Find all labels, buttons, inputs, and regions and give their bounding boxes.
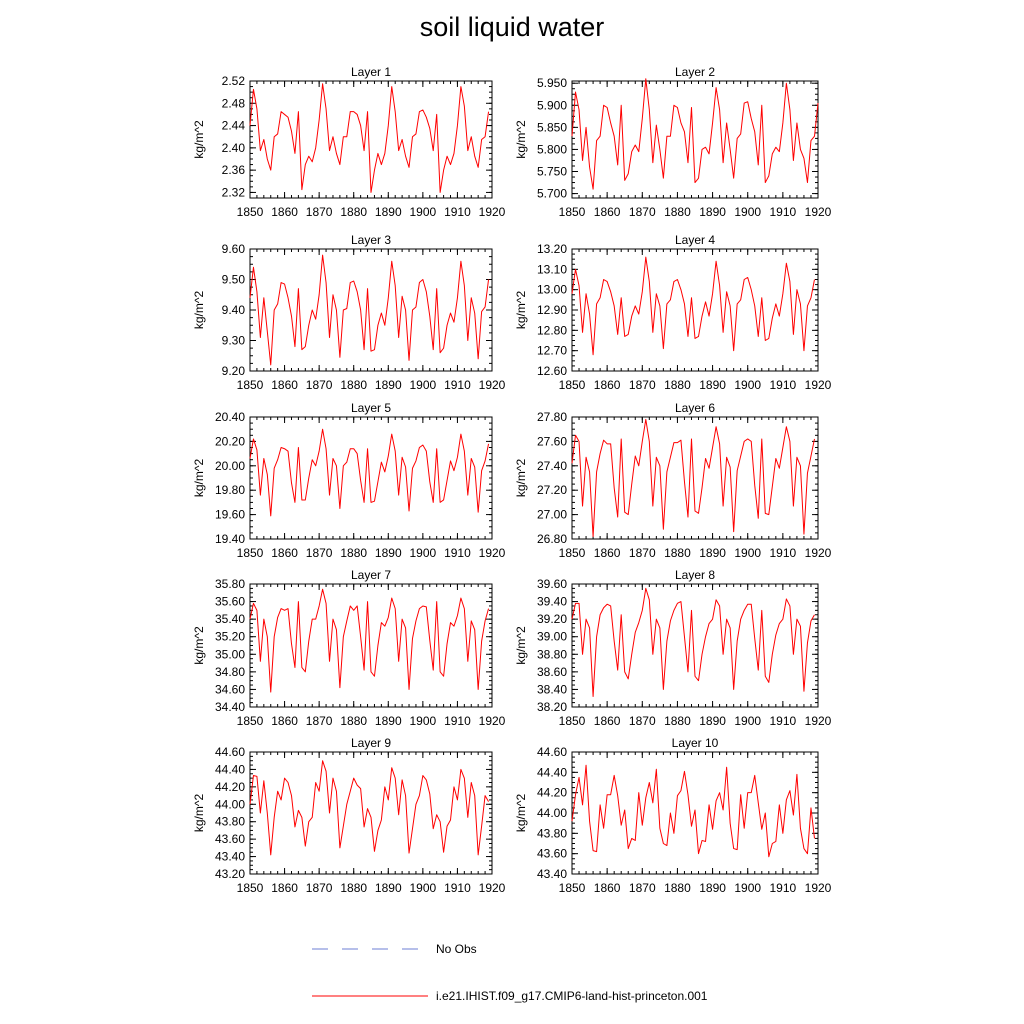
x-tick-label: 1880 — [664, 714, 691, 728]
x-tick-label: 1880 — [340, 881, 368, 895]
y-tick-label: 2.52 — [221, 74, 245, 88]
y-tick-label: 5.750 — [536, 164, 567, 179]
x-tick-label: 1920 — [478, 546, 506, 560]
x-tick-label: 1910 — [769, 205, 797, 219]
x-tick-label: 1850 — [236, 205, 264, 219]
x-tick-label: 1920 — [804, 714, 832, 728]
x-tick-label: 1850 — [236, 378, 264, 392]
x-tick-label: 1920 — [804, 378, 832, 392]
panel-title: Layer 1 — [350, 65, 392, 79]
plot-frame — [572, 249, 818, 371]
y-axis-label: kg/m^2 — [192, 458, 206, 498]
y-tick-label: 12.70 — [536, 343, 567, 358]
y-axis-label: kg/m^2 — [192, 626, 206, 665]
y-tick-label: 35.80 — [214, 577, 245, 591]
x-tick-label: 1920 — [804, 881, 832, 895]
y-axis-label: kg/m^2 — [514, 290, 528, 330]
x-tick-label: 1910 — [769, 714, 797, 728]
x-tick-label: 1850 — [236, 546, 264, 560]
y-tick-label: 20.00 — [214, 458, 245, 473]
plot-frame — [250, 752, 492, 874]
series-line — [572, 257, 814, 355]
y-tick-label: 43.80 — [536, 826, 567, 841]
y-tick-label: 12.80 — [536, 323, 567, 338]
y-tick-label: 2.48 — [221, 96, 245, 111]
y-axis-label: kg/m^2 — [192, 793, 206, 833]
legend-model-label: i.e21.IHIST.f09_g17.CMIP6-land-hist-princeton.001 — [436, 989, 708, 1003]
panel-3 — [192, 233, 506, 392]
x-tick-label: 1920 — [478, 714, 506, 728]
y-tick-label: 2.36 — [221, 163, 245, 178]
x-tick-label: 1890 — [374, 205, 402, 219]
y-tick-label: 5.850 — [536, 120, 567, 135]
y-tick-label: 43.40 — [536, 867, 567, 881]
x-tick-label: 1860 — [271, 714, 298, 728]
panel-title: Layer 3 — [350, 233, 392, 247]
x-tick-label: 1890 — [374, 378, 402, 392]
y-tick-label: 12.90 — [536, 303, 567, 317]
y-tick-label: 5.700 — [536, 186, 567, 201]
y-tick-label: 13.20 — [536, 242, 567, 256]
panel-title: Layer 8 — [674, 568, 716, 582]
x-tick-label: 1880 — [340, 546, 368, 560]
y-tick-label: 34.40 — [214, 700, 245, 714]
x-tick-label: 1850 — [558, 205, 586, 219]
x-tick-label: 1870 — [628, 546, 656, 560]
x-tick-label: 1890 — [699, 714, 726, 728]
panel-title: Layer 6 — [674, 401, 716, 415]
y-tick-label: 43.20 — [214, 867, 245, 881]
panel-title: Layer 9 — [350, 736, 392, 750]
x-tick-label: 1890 — [699, 546, 726, 560]
x-tick-label: 1860 — [271, 546, 298, 560]
x-tick-label: 1870 — [628, 881, 656, 895]
y-tick-label: 35.40 — [214, 612, 245, 627]
y-tick-label: 44.20 — [536, 785, 567, 800]
panel-7 — [192, 568, 506, 728]
y-axis-label: kg/m^2 — [514, 120, 528, 159]
panel-title: Layer 10 — [671, 736, 719, 750]
y-axis-label: kg/m^2 — [192, 120, 206, 159]
series-line — [572, 588, 814, 696]
panel-4 — [514, 233, 832, 392]
x-tick-label: 1910 — [444, 205, 471, 219]
y-tick-label: 27.80 — [536, 410, 567, 424]
x-tick-label: 1900 — [409, 881, 437, 895]
x-tick-label: 1910 — [444, 714, 471, 728]
x-tick-label: 1860 — [593, 546, 621, 560]
x-tick-label: 1870 — [628, 378, 656, 392]
y-tick-label: 27.20 — [536, 483, 567, 498]
x-tick-label: 1900 — [409, 378, 437, 392]
series-line — [250, 761, 489, 855]
series-line — [250, 589, 489, 692]
y-tick-label: 13.00 — [536, 282, 567, 297]
plot-frame — [250, 584, 492, 707]
x-tick-label: 1890 — [699, 881, 726, 895]
x-tick-label: 1860 — [593, 205, 621, 219]
x-tick-label: 1850 — [236, 881, 264, 895]
y-tick-label: 2.44 — [221, 118, 245, 133]
y-axis-label: kg/m^2 — [192, 290, 206, 330]
x-tick-label: 1860 — [593, 881, 621, 895]
x-tick-label: 1900 — [409, 546, 437, 560]
y-tick-label: 43.80 — [214, 814, 245, 829]
y-tick-label: 5.800 — [536, 142, 567, 157]
series-line — [250, 255, 489, 365]
x-tick-label: 1860 — [593, 378, 621, 392]
y-tick-label: 43.40 — [214, 849, 245, 864]
x-tick-label: 1870 — [628, 205, 656, 219]
legend — [312, 942, 708, 1003]
x-tick-label: 1870 — [305, 378, 333, 392]
y-tick-label: 2.32 — [221, 185, 245, 200]
x-tick-label: 1920 — [478, 881, 506, 895]
y-axis-label: kg/m^2 — [514, 458, 528, 498]
panel-1 — [192, 65, 506, 219]
y-tick-label: 44.20 — [214, 779, 245, 794]
plot-frame — [572, 417, 818, 539]
x-tick-label: 1910 — [444, 378, 471, 392]
panel-title: Layer 5 — [350, 401, 392, 415]
y-tick-label: 9.20 — [221, 364, 245, 378]
x-tick-label: 1890 — [374, 546, 402, 560]
series-line — [250, 84, 489, 193]
x-tick-label: 1920 — [478, 378, 506, 392]
x-tick-label: 1880 — [664, 546, 691, 560]
panel-10 — [514, 736, 832, 895]
y-tick-label: 5.900 — [536, 98, 567, 113]
y-tick-label: 19.60 — [214, 507, 245, 522]
y-tick-label: 13.10 — [536, 262, 567, 277]
y-tick-label: 9.50 — [221, 272, 245, 287]
x-tick-label: 1910 — [769, 546, 797, 560]
y-tick-label: 19.80 — [214, 483, 245, 498]
y-tick-label: 27.40 — [536, 458, 567, 473]
x-tick-label: 1870 — [305, 881, 333, 895]
x-tick-label: 1880 — [340, 205, 368, 219]
y-tick-label: 12.60 — [536, 364, 567, 378]
y-tick-label: 39.60 — [536, 577, 567, 591]
y-tick-label: 27.00 — [536, 507, 567, 522]
y-tick-label: 38.20 — [536, 700, 567, 714]
x-tick-label: 1920 — [804, 205, 832, 219]
x-tick-label: 1860 — [271, 881, 298, 895]
x-tick-label: 1850 — [558, 546, 586, 560]
y-tick-label: 44.40 — [214, 762, 245, 777]
x-tick-label: 1910 — [444, 546, 471, 560]
x-tick-label: 1910 — [769, 881, 797, 895]
x-tick-label: 1850 — [558, 378, 586, 392]
x-tick-label: 1910 — [444, 881, 471, 895]
x-tick-label: 1860 — [593, 714, 621, 728]
y-tick-label: 43.60 — [214, 832, 245, 847]
y-tick-label: 44.00 — [536, 806, 567, 820]
x-tick-label: 1850 — [558, 714, 586, 728]
y-tick-label: 39.40 — [536, 594, 567, 609]
x-tick-label: 1870 — [305, 714, 333, 728]
y-tick-label: 44.00 — [214, 797, 245, 812]
x-tick-label: 1880 — [664, 205, 691, 219]
plot-frame — [250, 417, 492, 539]
x-tick-label: 1850 — [558, 881, 586, 895]
y-tick-label: 38.60 — [536, 664, 567, 679]
y-tick-label: 26.80 — [536, 532, 567, 546]
y-tick-label: 44.60 — [536, 745, 567, 759]
panel-5 — [192, 401, 506, 560]
y-tick-label: 20.20 — [214, 434, 245, 449]
panel-2 — [514, 65, 832, 219]
y-axis-label: kg/m^2 — [514, 626, 528, 665]
panel-6 — [514, 401, 832, 560]
x-tick-label: 1880 — [340, 714, 368, 728]
y-tick-label: 9.30 — [221, 333, 245, 348]
series-line — [250, 429, 489, 516]
y-tick-label: 5.950 — [536, 76, 567, 91]
x-tick-label: 1920 — [804, 546, 832, 560]
panel-title: Layer 4 — [674, 233, 716, 247]
x-tick-label: 1890 — [374, 881, 402, 895]
y-tick-label: 44.60 — [214, 745, 245, 759]
y-tick-label: 27.60 — [536, 434, 567, 449]
x-tick-label: 1900 — [409, 205, 437, 219]
y-tick-label: 43.60 — [536, 846, 567, 861]
x-tick-label: 1890 — [374, 714, 402, 728]
series-line — [572, 765, 814, 857]
y-axis-label: kg/m^2 — [514, 793, 528, 833]
x-tick-label: 1860 — [271, 205, 298, 219]
x-tick-label: 1880 — [664, 378, 691, 392]
y-tick-label: 9.40 — [221, 303, 245, 317]
y-tick-label: 35.60 — [214, 594, 245, 609]
y-tick-label: 2.40 — [221, 140, 245, 155]
panel-title: Layer 2 — [674, 65, 716, 79]
page-title: soil liquid water — [419, 12, 605, 42]
panel-8 — [514, 568, 832, 728]
x-tick-label: 1870 — [628, 714, 656, 728]
x-tick-label: 1870 — [305, 205, 333, 219]
y-tick-label: 35.00 — [214, 647, 245, 662]
y-tick-label: 39.20 — [536, 612, 567, 627]
y-tick-label: 38.40 — [536, 682, 567, 697]
y-tick-label: 44.40 — [536, 765, 567, 780]
y-tick-label: 34.60 — [214, 682, 245, 697]
y-tick-label: 19.40 — [214, 532, 245, 546]
x-tick-label: 1890 — [699, 205, 726, 219]
x-tick-label: 1880 — [664, 881, 691, 895]
x-tick-label: 1900 — [734, 378, 762, 392]
x-tick-label: 1900 — [734, 546, 762, 560]
series-line — [572, 79, 818, 189]
x-tick-label: 1910 — [769, 378, 797, 392]
y-tick-label: 38.80 — [536, 647, 567, 662]
series-line — [572, 419, 814, 536]
x-tick-label: 1850 — [236, 714, 264, 728]
panel-9 — [192, 736, 506, 895]
y-tick-label: 20.40 — [214, 410, 245, 424]
x-tick-label: 1870 — [305, 546, 333, 560]
y-tick-label: 39.00 — [536, 629, 567, 644]
x-tick-label: 1920 — [478, 205, 506, 219]
y-tick-label: 34.80 — [214, 664, 245, 679]
x-tick-label: 1900 — [734, 205, 762, 219]
x-tick-label: 1900 — [409, 714, 437, 728]
x-tick-label: 1900 — [734, 881, 762, 895]
x-tick-label: 1890 — [699, 378, 726, 392]
x-tick-label: 1900 — [734, 714, 762, 728]
panel-title: Layer 7 — [350, 568, 392, 582]
legend-obs-label: No Obs — [436, 942, 477, 956]
y-tick-label: 9.60 — [221, 242, 245, 256]
plot-frame — [572, 584, 818, 707]
x-tick-label: 1880 — [340, 378, 368, 392]
y-tick-label: 35.20 — [214, 629, 245, 644]
x-tick-label: 1860 — [271, 378, 298, 392]
